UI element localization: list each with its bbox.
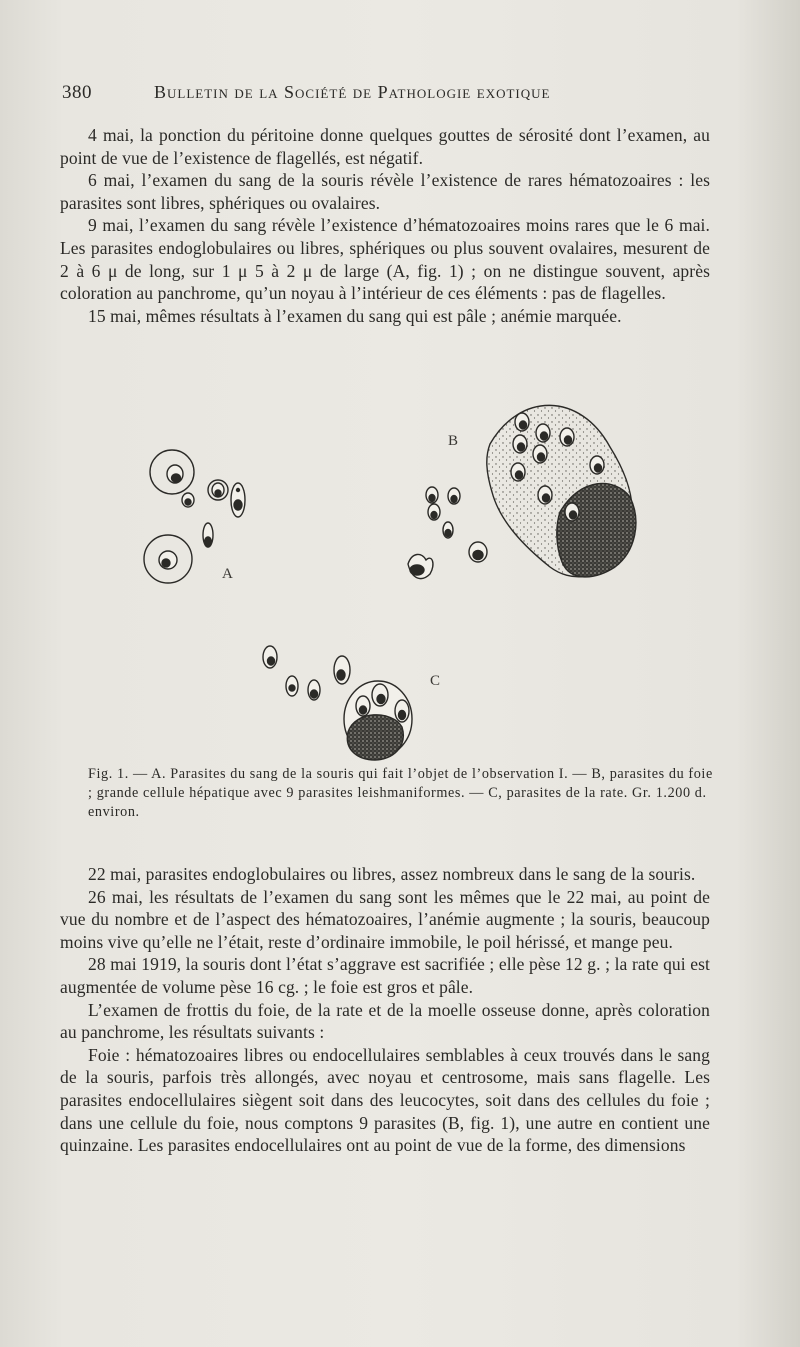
text-block-bottom [60, 863, 710, 1157]
paragraph: 15 mai, mêmes résultats à l’examen du sang qui est pâle ; anémie marquée. [88, 305, 622, 326]
paragraph: 22 mai, parasites endoglobulaires ou libres, assez nombreux dans le sang de la souris. [88, 864, 696, 884]
caption-text: Fig. 1. — A. Parasites du sang de la souris qui fait l’objet de l’observation I. — B, parasites du foie ; grande cellule hépatique avec 9 parasites leishmaniformes. — C, parasites de la rate. Gr. 1.200 d. environ. [88, 766, 713, 820]
parasite-nucleus [162, 559, 170, 567]
page-number: 380 [62, 82, 92, 103]
paragraph: L’examen de frottis du foie, de la rate et de la moelle osseuse donne, après coloration au panchrome, les résultats suivants : [60, 999, 710, 1043]
figure-label-b: B [448, 433, 459, 449]
paragraph: 6 mai, l’examen du sang de la souris révèle l’existence de rares hématozoaires : les parasites sont libres, sphériques ou ovalaires. [60, 170, 710, 213]
parasite-nucleus [234, 500, 242, 510]
figure-caption [88, 765, 718, 822]
journal-title: Bulletin de la Société de Pathologie exotique [154, 82, 551, 102]
spleen-nucleus [347, 715, 403, 760]
parasite-nucleus [205, 537, 212, 547]
parasite-nucleus [172, 474, 181, 482]
paragraph: 26 mai, les résultats de l’examen du sang sont les mêmes que le 22 mai, au point de vue du nombre et de l’aspect des hématozoaires, l’anémie augmente ; la souris, beaucoup moins vive qu’elle ne l’était, reste d’ordinaire immobile, le poil hérissé, et mange peu. [60, 886, 710, 952]
paragraph: 4 mai, la ponction du péritoine donne quelques gouttes de sérosité dont l’examen, au point de vue de l’existence de flagellés, est négatif. [60, 125, 710, 168]
paragraph: 28 mai 1919, la souris dont l’état s’aggrave est sacrifiée ; elle pèse 12 g. ; la rate qui est augmentée de volume pèse 16 cg. ; le foie est gros et pâle. [60, 954, 710, 997]
paragraph: Foie : hématozoaires libres ou endocellulaires semblables à ceux trouvés dans le sang de la souris, parfois très allongés, avec noyau et centrosome, mais sans flagelle. Les parasites endocellulaires siègent soit dans des leucocytes, soit dans des cellules du foie ; dans une cellule du foie, nous comptons 9 parasites (B, fig. 1), une autre en contient une quinzaine. Les parasites endocellulaires ont au point de vue de la forme, des dimensions [60, 1044, 710, 1156]
group-b-liver-parasites [408, 405, 636, 578]
parasite-nucleus [215, 490, 221, 496]
parasite-nucleus [185, 499, 191, 505]
group-a-blood-parasites [144, 450, 245, 583]
figure-label-a: A [222, 566, 233, 582]
running-header [62, 82, 702, 104]
figure-label-c: C [430, 673, 441, 689]
group-c-spleen-parasites [263, 646, 412, 760]
figure-drawing [130, 392, 650, 772]
figure-parasites [130, 392, 650, 772]
text-block-top [60, 124, 710, 327]
paragraph: 9 mai, l’examen du sang révèle l’existence d’hématozoaires moins rares que le 6 mai. Les parasites endoglobulaires ou libres, sphériques ou plus souvent ovalaires, mesurent de 2 à 6 μ de long, sur 1 μ 5 à 2 μ de large (A, fig. 1) ; on ne distingue souvent, après coloration au panchrome, qu’un noyau à l’intérieur de ces éléments : pas de flagelles. [60, 215, 710, 304]
